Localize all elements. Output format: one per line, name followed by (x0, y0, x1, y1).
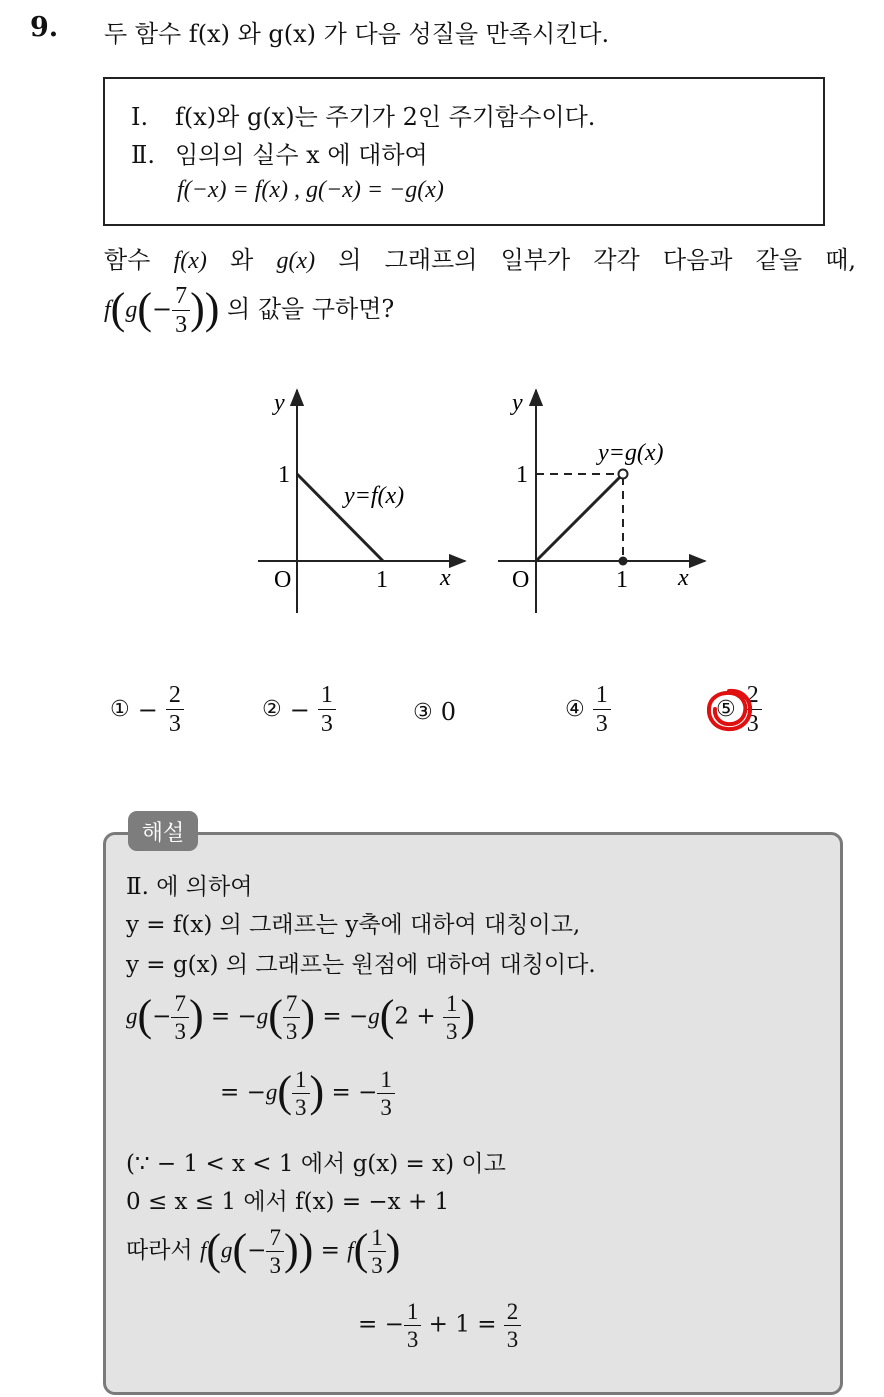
graph-f-y-axis-label: y (274, 390, 285, 416)
solution-line-4: g(− $\frac{7}{3}$ ) = −g( $\frac{7}{3}$ ) = −g(2 + $\frac{1}{3}$ ) (126, 990, 476, 1044)
condition-2-formula: f(−x) = f(x) , g(−x) = −g(x) (177, 177, 444, 203)
condition-1 (131, 97, 595, 132)
conditions-box (103, 77, 825, 226)
graph-f-y-tick: 1 (278, 462, 290, 488)
solution-line-3: y = g(x) 의 그래프는 원점에 대하여 대칭이다. (126, 952, 596, 978)
graph-f-x-axis-label: x (440, 565, 451, 591)
question-number: 9. (30, 12, 59, 43)
solution-line-9: 따라서 f(g(− $\frac{7}{3}$ )) = f( $\frac{1}{3}$ ) (126, 1224, 401, 1278)
question-intro: 두 함수 f(x) 와 g(x) 가 다음 성질을 만족시킨다. (104, 20, 610, 48)
word: 와 (230, 246, 254, 274)
choice-4-mark: ④ (565, 697, 585, 722)
question-ask: f(g(− $\frac{7}{3}$ )) 의 값을 구하면? (104, 283, 395, 338)
solution-tag: 해설 (128, 811, 198, 851)
choice-2-den: 3 (320, 711, 333, 737)
solution-line-7: (∵ − 1 < x < 1 에서 g(x) = x) 이고 (126, 1151, 506, 1177)
condition-1-roman: Ⅰ. (131, 103, 149, 131)
graph-g-x-axis-label: x (678, 565, 689, 591)
condition-2 (131, 135, 428, 170)
choice-4-den: 3 (595, 711, 608, 737)
choice-3-value: 0 (440, 698, 457, 726)
choice-4[interactable] (565, 683, 611, 736)
solution-line-2: y = f(x) 의 그래프는 y축에 대하여 대칭이고, (126, 912, 581, 938)
choice-5-den: 3 (746, 711, 759, 737)
word: 다음과 (662, 246, 733, 274)
choice-3[interactable] (413, 698, 456, 726)
choice-2-num: 1 (318, 683, 336, 710)
choice-1-sign: − (137, 695, 158, 724)
choice-5-mark: ⑤ (716, 697, 736, 722)
solution-line-10: = − $\frac{1}{3}$ + 1 = $\frac{2}{3}$ (358, 1300, 521, 1351)
condition-2-text: 임의의 실수 x 에 대하여 (175, 141, 428, 169)
choice-2-mark: ② (262, 697, 282, 722)
graph-g-x-tick: 1 (616, 567, 628, 593)
graph-g-origin: O (512, 567, 530, 593)
graph-g-y-axis-label: y (512, 390, 523, 416)
choice-4-num: 1 (593, 683, 611, 710)
word: f(x) (173, 248, 207, 274)
word: 같을 (755, 246, 803, 274)
condition-1-text: f(x)와 g(x)는 주기가 2인 주기함수이다. (175, 103, 596, 131)
word: 각각 (593, 246, 640, 274)
choice-5-num: 2 (744, 683, 762, 710)
graph-f-label: y=f(x) (344, 483, 405, 509)
condition-2-roman: Ⅱ. (131, 141, 155, 169)
graph-f-x-tick: 1 (376, 567, 388, 593)
graph-f (250, 385, 480, 620)
choice-2[interactable] (262, 683, 336, 736)
graph-g-label: y=g(x) (598, 440, 664, 466)
graph-g-y-tick: 1 (516, 462, 528, 488)
solution-line-5: = −g( $\frac{1}{3}$ ) = − $\frac{1}{3}$ (220, 1068, 395, 1119)
word: 일부가 (500, 246, 571, 274)
word: 때, (825, 246, 857, 274)
choice-1[interactable] (110, 683, 184, 736)
choice-3-mark: ③ (413, 699, 433, 725)
word: g(x) (276, 248, 316, 274)
solution-line-8: 0 ≤ x ≤ 1 에서 f(x) = −x + 1 (126, 1189, 450, 1215)
question-line-1 (104, 240, 856, 275)
graph-g (490, 385, 720, 620)
graph-f-origin: O (274, 567, 292, 593)
choice-2-sign: − (289, 695, 310, 724)
word: 의 (338, 246, 362, 274)
solution-therefore: 따라서 (126, 1237, 193, 1264)
solution-line-1: Ⅱ. 에 의하여 (126, 874, 253, 900)
answer-circle-marker (703, 685, 755, 735)
choice-1-mark: ① (110, 697, 130, 722)
choice-1-den: 3 (168, 711, 181, 737)
choice-1-num: 2 (166, 683, 184, 710)
word: 그래프의 (384, 246, 478, 274)
word: 함수 (104, 246, 151, 274)
ask-text: 의 값을 구하면? (227, 295, 395, 323)
